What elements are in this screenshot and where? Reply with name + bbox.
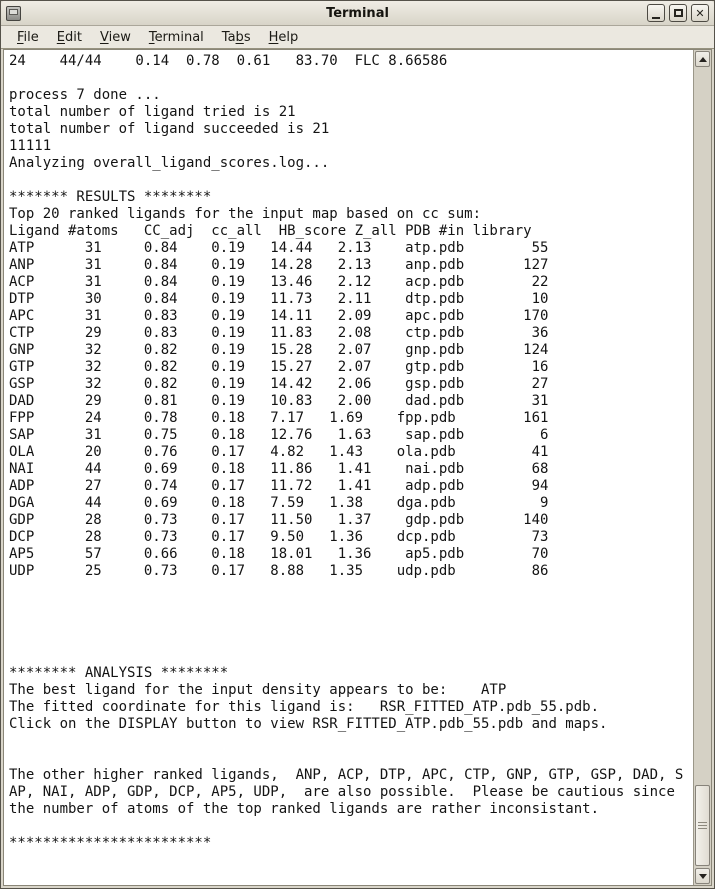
table-row: DCP 28 0.73 0.17 9.50 1.36 dcp.pdb 73 [9,529,549,545]
blank-line [9,70,693,87]
maximize-button[interactable] [669,4,687,22]
table-row: GSP 32 0.82 0.19 14.42 2.06 gsp.pdb 27 [9,376,549,392]
table-row: UDP 25 0.73 0.17 8.88 1.35 udp.pdb 86 [9,563,549,579]
closing-line: AP, NAI, ADP, GDP, DCP, AP5, UDP, are also possible. Please be cautious since [9,784,675,800]
maximize-icon [674,9,683,17]
table-row: DGA 44 0.69 0.18 7.59 1.38 dga.pdb 9 [9,495,549,511]
scrollbar-thumb[interactable] [695,785,710,866]
menu-tabs[interactable]: Tabs [221,29,251,45]
blank-line [9,631,693,648]
results-subtitle: Top 20 ranked ligands for the input map based on cc sum: [9,206,482,222]
analysis-line: The best ligand for the input density appears to be: ATP [9,682,507,698]
blank-line [9,750,693,767]
close-button[interactable] [691,4,709,22]
table-row: NAI 44 0.69 0.18 11.86 1.41 nai.pdb 68 [9,461,549,477]
terminal-area [3,49,712,886]
minimize-icon [652,17,660,19]
log-line: total number of ligand succeeded is 21 [9,121,330,137]
table-row: GNP 32 0.82 0.19 15.28 2.07 gnp.pdb 124 [9,342,549,358]
terminal-screen-icon [9,9,18,15]
blank-line [9,580,693,597]
table-row: OLA 20 0.76 0.17 4.82 1.43 ola.pdb 41 [9,444,549,460]
thumb-grip-icon [698,828,707,829]
scroll-up-button[interactable] [695,51,710,67]
analysis-line: The fitted coordinate for this ligand is: RSR_FITTED_ATP.pdb_55.pdb. [9,699,600,715]
table-row: ANP 31 0.84 0.19 14.28 2.13 anp.pdb 127 [9,257,549,273]
menu-edit[interactable]: Edit [56,29,82,45]
table-row: GDP 28 0.73 0.17 11.50 1.37 gdp.pdb 140 [9,512,549,528]
table-row: APC 31 0.83 0.19 14.11 2.09 apc.pdb 170 [9,308,549,324]
menu-terminal[interactable]: Terminal [148,29,204,45]
log-line: process 7 done ... [9,87,161,103]
terminal-output[interactable] [4,50,693,885]
blank-line [9,648,693,665]
scrollbar[interactable] [693,50,711,885]
table-row: ACP 31 0.84 0.19 13.46 2.12 acp.pdb 22 [9,274,549,290]
status-line: 24 44/44 0.14 0.78 0.61 83.70 FLC 8.66586 [9,53,448,69]
table-row: DAD 29 0.81 0.19 10.83 2.00 dad.pdb 31 [9,393,549,409]
window-controls [647,4,709,22]
terminal-app-icon[interactable] [6,6,21,21]
closing-line: the number of atoms of the top ranked ligands are rather inconsistant. [9,801,600,817]
table-row: ATP 31 0.84 0.19 14.44 2.13 atp.pdb 55 [9,240,549,256]
minimize-button[interactable] [647,4,665,22]
scrollbar-track[interactable] [695,68,710,867]
menu-help[interactable]: Help [268,29,299,45]
footer-line: ************************ [9,835,212,851]
log-line: Analyzing overall_ligand_scores.log... [9,155,330,171]
down-arrow-icon [699,874,707,879]
analysis-banner: ******** ANALYSIS ******** [9,665,229,681]
blank-line [9,818,693,835]
close-icon: ✕ [695,6,705,20]
log-line: 11111 [9,138,52,154]
up-arrow-icon [699,57,707,62]
menu-file[interactable]: File [17,29,39,45]
analysis-line: Click on the DISPLAY button to view RSR_FITTED_ATP.pdb_55.pdb and maps. [9,716,608,732]
blank-line [9,597,693,614]
blank-line [9,733,693,750]
table-row: ADP 27 0.74 0.17 11.72 1.41 adp.pdb 94 [9,478,549,494]
table-row: SAP 31 0.75 0.18 12.76 1.63 sap.pdb 6 [9,427,549,443]
closing-line: The other higher ranked ligands, ANP, ACP, DTP, APC, CTP, GNP, GTP, GSP, DAD, S [9,767,684,783]
menu-view[interactable]: View [99,29,131,45]
table-row: CTP 29 0.83 0.19 11.83 2.08 ctp.pdb 36 [9,325,549,341]
blank-line [9,614,693,631]
log-line: total number of ligand tried is 21 [9,104,296,120]
thumb-grip-icon [698,822,707,823]
table-header: Ligand #atoms CC_adj cc_all HB_score Z_all PDB #in library [9,223,532,239]
window-title: Terminal [326,5,389,21]
table-row: GTP 32 0.82 0.19 15.27 2.07 gtp.pdb 16 [9,359,549,375]
table-row: AP5 57 0.66 0.18 18.01 1.36 ap5.pdb 70 [9,546,549,562]
scroll-down-button[interactable] [695,868,710,884]
results-banner: ******* RESULTS ******** [9,189,212,205]
table-row: DTP 30 0.84 0.19 11.73 2.11 dtp.pdb 10 [9,291,549,307]
menu-bar [1,26,714,49]
thumb-grip-icon [698,825,707,826]
blank-line [9,172,693,189]
title-bar[interactable] [1,1,714,26]
table-row: FPP 24 0.78 0.18 7.17 1.69 fpp.pdb 161 [9,410,549,426]
